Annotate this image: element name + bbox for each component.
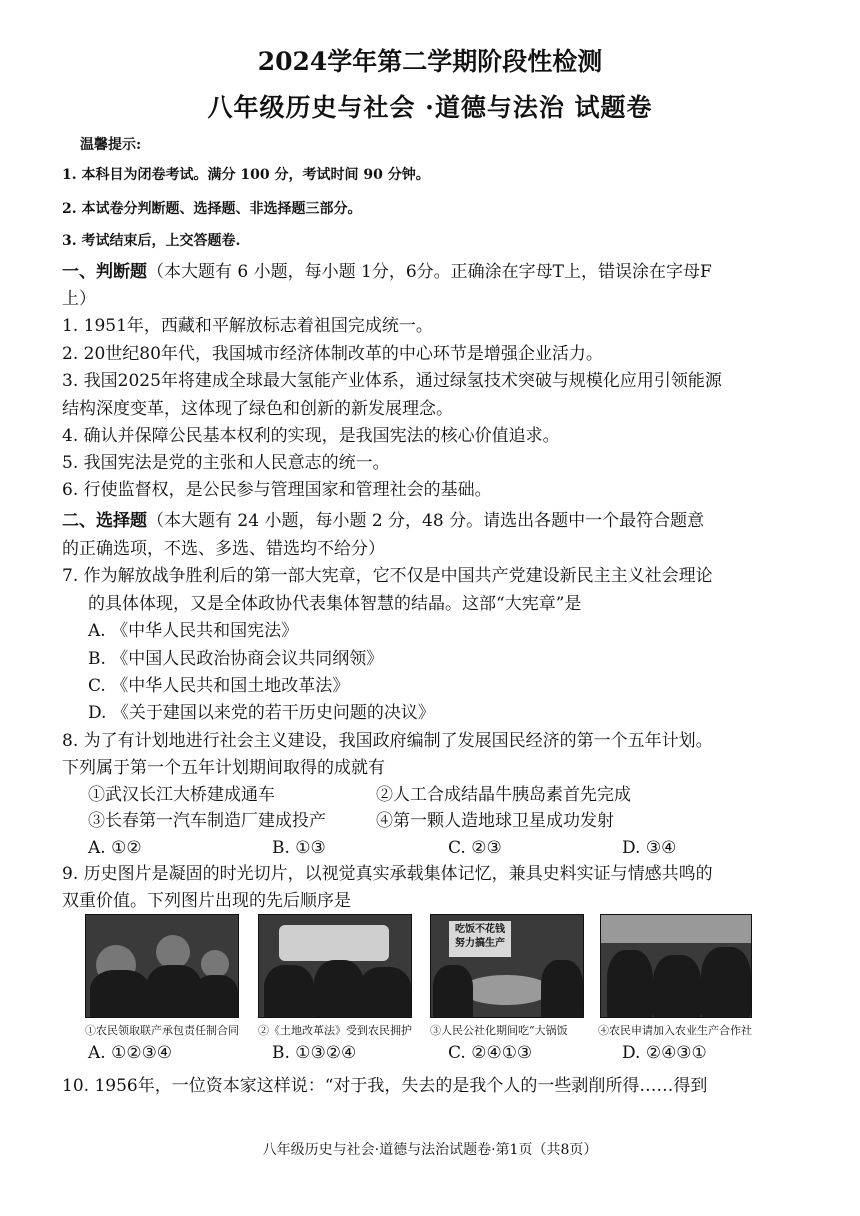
section2-desc: （本大题有 24 小题，每小题 2 分，48 分。请选出各题中一个最符合题意: [147, 511, 705, 531]
photo-2: [258, 914, 412, 1018]
q7-option-a: A. 《中华人民共和国宪法》: [88, 621, 299, 641]
section1-desc: （本大题有 6 小题，每小题 1分，6分。正确涂在字母T上，错误涂在字母F: [147, 262, 712, 282]
question-3: 3. 我国2025年将建成全球最大氢能产业体系，通过绿氢技术突破与规模化应用引领能源: [62, 371, 722, 391]
question-4: 4. 确认并保障公民基本权利的实现，是我国宪法的核心价值追求。: [62, 426, 560, 446]
question-9: 9. 历史图片是凝固的时光切片，以视觉真实承载集体记忆，兼具史料实证与情感共鸣的: [62, 864, 713, 884]
question-9-cont: 双重价值。下列图片出现的先后顺序是: [62, 891, 351, 911]
photo-1: [85, 914, 239, 1018]
q8-option-c: C. ②③: [448, 838, 502, 858]
q8-option-d: D. ③④: [622, 838, 677, 858]
question-2: 2. 20世纪80年代，我国城市经济体制改革的中心环节是增强企业活力。: [62, 344, 603, 364]
section2-heading: 二、选择题: [62, 511, 147, 531]
section2-line1: [62, 507, 704, 535]
photo-4: [600, 914, 752, 1018]
page-footer: 八年级历史与社会·道德与法治试题卷·第1页（共8页）: [262, 1142, 598, 1158]
question-7: 7. 作为解放战争胜利后的第一部大宪章，它不仅是中国共产党建设新民主主义社会理论: [62, 566, 713, 586]
photo-3: [430, 914, 584, 1018]
photo-caption: ③人民公社化期间吃“大锅饭: [430, 1024, 568, 1037]
tip-item: 1. 本科目为闭卷考试。满分 100 分，考试时间 90 分钟。: [62, 167, 430, 183]
question-10: 10. 1956年，一位资本家这样说：“对于我，失去的是我个人的一些剥削所得……得到: [62, 1076, 708, 1096]
question-6: 6. 行使监督权，是公民参与管理国家和管理社会的基础。: [62, 480, 492, 500]
q8-item-4: ④第一颗人造地球卫星成功发射: [376, 811, 614, 831]
photo-caption: ①农民领取联产承包责任制合同: [85, 1024, 239, 1037]
tip-item: 3. 考试结束后，上交答题卷.: [62, 233, 241, 249]
q9-option-b: B. ①③②④: [272, 1043, 357, 1063]
photo-caption: ④农民申请加入农业生产合作社: [598, 1024, 752, 1037]
question-8: 8. 为了有计划地进行社会主义建设，我国政府编制了发展国民经济的第一个五年计划。: [62, 731, 713, 751]
section1-heading: 一、判断题: [62, 262, 147, 282]
photo-3-sign: 吃饭不花钱 努力搞生产: [449, 921, 511, 957]
exam-subtitle: 八年级历史与社会 ·道德与法治 试题卷: [207, 93, 653, 122]
q7-option-b: B. 《中国人民政治协商会议共同纲领》: [88, 649, 384, 669]
q9-option-c: C. ②④①③: [448, 1043, 533, 1063]
q8-option-b: B. ①③: [272, 838, 326, 858]
question-8-cont: 下列属于第一个五年计划期间取得的成就有: [62, 758, 385, 778]
tips-heading: 温馨提示:: [80, 137, 142, 153]
section2-desc-cont: 的正确选项，不选、多选、错选均不给分）: [62, 539, 385, 559]
question-3-cont: 结构深度变革，这体现了绿色和创新的新发展理念。: [62, 399, 453, 419]
q9-option-a: A. ①②③④: [88, 1043, 173, 1063]
q7-option-c: C. 《中华人民共和国土地改革法》: [88, 676, 350, 696]
question-5: 5. 我国宪法是党的主张和人民意志的统一。: [62, 453, 390, 473]
question-1: 1. 1951年，西藏和平解放标志着祖国完成统一。: [62, 316, 433, 336]
q8-option-a: A. ①②: [88, 838, 142, 858]
q7-option-d: D. 《关于建国以来党的若干历史问题的决议》: [88, 703, 435, 723]
tip-item: 2. 本试卷分判断题、选择题、非选择题三部分。: [62, 201, 362, 217]
q8-item-3: ③长春第一汽车制造厂建成投产: [88, 811, 326, 831]
question-7-cont: 的具体体现，又是全体政协代表集体智慧的结晶。这部“大宪章”是: [88, 594, 582, 614]
q8-item-1: ①武汉长江大桥建成通车: [88, 785, 275, 805]
section1-line1: [62, 258, 712, 286]
exam-title: 2024学年第二学期阶段性检测: [257, 47, 603, 76]
section1-desc-cont: 上）: [62, 289, 96, 309]
q8-item-2: ②人工合成结晶牛胰岛素首先完成: [376, 785, 631, 805]
photo-caption: ②《土地改革法》受到农民拥护: [258, 1024, 412, 1037]
q9-option-d: D. ②④③①: [622, 1043, 707, 1063]
